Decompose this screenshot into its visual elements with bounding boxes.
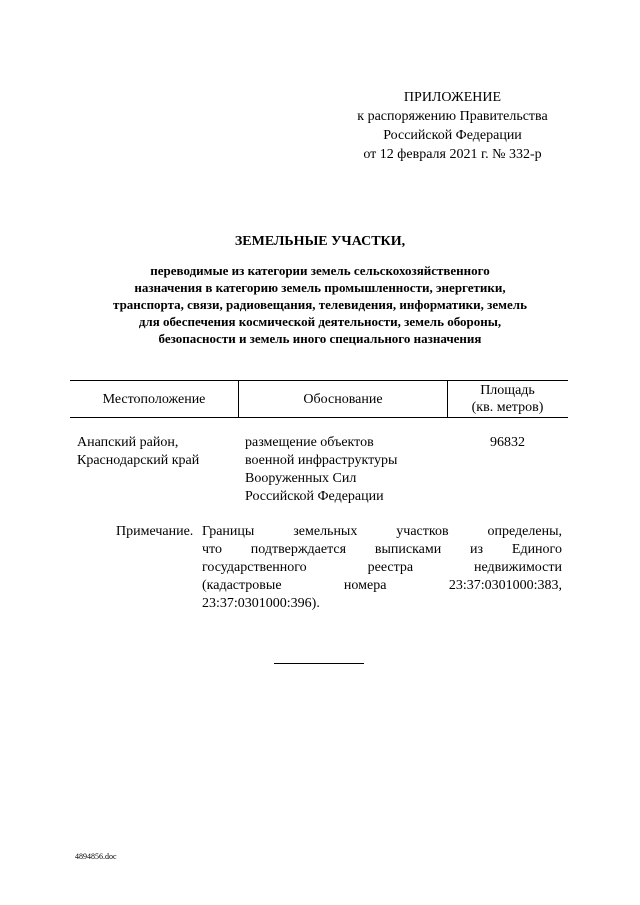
document-subtitle bbox=[60, 262, 580, 347]
subtitle-line: для обеспечения космической деятельности, земель обороны, bbox=[138, 314, 502, 329]
table-row-area bbox=[447, 434, 568, 452]
document-title: ЗЕМЕЛЬНЫЕ УЧАСТКИ, bbox=[234, 234, 406, 249]
header-basis-label: Обоснование bbox=[303, 391, 383, 407]
area-value: 96832 bbox=[490, 435, 525, 450]
note-word: определены, bbox=[487, 524, 562, 539]
location-line: Краснодарский край bbox=[77, 453, 200, 468]
note-word: из bbox=[470, 542, 484, 557]
header-location bbox=[70, 381, 238, 417]
appendix-title: ПРИЛОЖЕНИЕ bbox=[403, 90, 502, 105]
header-location-label: Местоположение bbox=[102, 391, 206, 407]
note-line bbox=[202, 577, 562, 595]
subtitle-line: назначения в категорию земель промышленности, энергетики, bbox=[134, 280, 506, 295]
header-area-label: Площадь bbox=[480, 383, 535, 398]
file-reference: 4894856.doc bbox=[75, 852, 117, 861]
note-text bbox=[202, 523, 562, 613]
note-word: недвижимости bbox=[474, 560, 562, 575]
basis-line: Российской Федерации bbox=[245, 489, 384, 504]
location-line: Анапский район, bbox=[77, 435, 179, 450]
header-area-unit: (кв. метров) bbox=[471, 400, 544, 415]
appendix-header bbox=[335, 88, 570, 164]
note-word: 23:37:0301000:383, bbox=[448, 578, 562, 593]
note-word: участков bbox=[396, 524, 449, 539]
note-word: (кадастровые bbox=[202, 578, 282, 593]
note-word: Единого bbox=[511, 542, 562, 557]
note-line bbox=[202, 541, 562, 559]
header-basis bbox=[238, 381, 448, 417]
note-word: Границы bbox=[202, 524, 255, 539]
note-line bbox=[202, 559, 562, 577]
subtitle-line: переводимые из категории земель сельскохозяйственного bbox=[150, 263, 490, 278]
appendix-authority: Российской Федерации bbox=[383, 128, 522, 143]
basis-line: Вооруженных Сил bbox=[245, 471, 357, 486]
note-word: реестра bbox=[367, 560, 414, 575]
note-word: что bbox=[202, 542, 222, 557]
header-area bbox=[447, 381, 568, 417]
subtitle-line: транспорта, связи, радиовещания, телевидения, информатики, земель bbox=[113, 297, 527, 312]
appendix-date-number: от 12 февраля 2021 г. № 332-р bbox=[363, 147, 542, 162]
appendix-decree: к распоряжению Правительства bbox=[357, 109, 548, 124]
note-word: подтверждается bbox=[250, 542, 347, 557]
table-row-basis bbox=[245, 434, 397, 506]
note-word: земельных bbox=[293, 524, 358, 539]
basis-line: размещение объектов bbox=[245, 435, 374, 450]
basis-line: военной инфраструктуры bbox=[245, 453, 398, 468]
table-header bbox=[70, 380, 568, 418]
note-label: Примечание. bbox=[116, 524, 194, 539]
note-word: выписками bbox=[374, 542, 442, 557]
subtitle-line: безопасности и земель иного специального назначения bbox=[158, 331, 482, 346]
note-word: 23:37:0301000:396). bbox=[202, 596, 320, 611]
table-row-location bbox=[77, 434, 199, 470]
note-word: номера bbox=[343, 578, 387, 593]
note-word: государственного bbox=[202, 560, 307, 575]
note-line bbox=[202, 523, 562, 541]
closing-rule bbox=[274, 663, 364, 664]
note-line bbox=[202, 595, 562, 613]
